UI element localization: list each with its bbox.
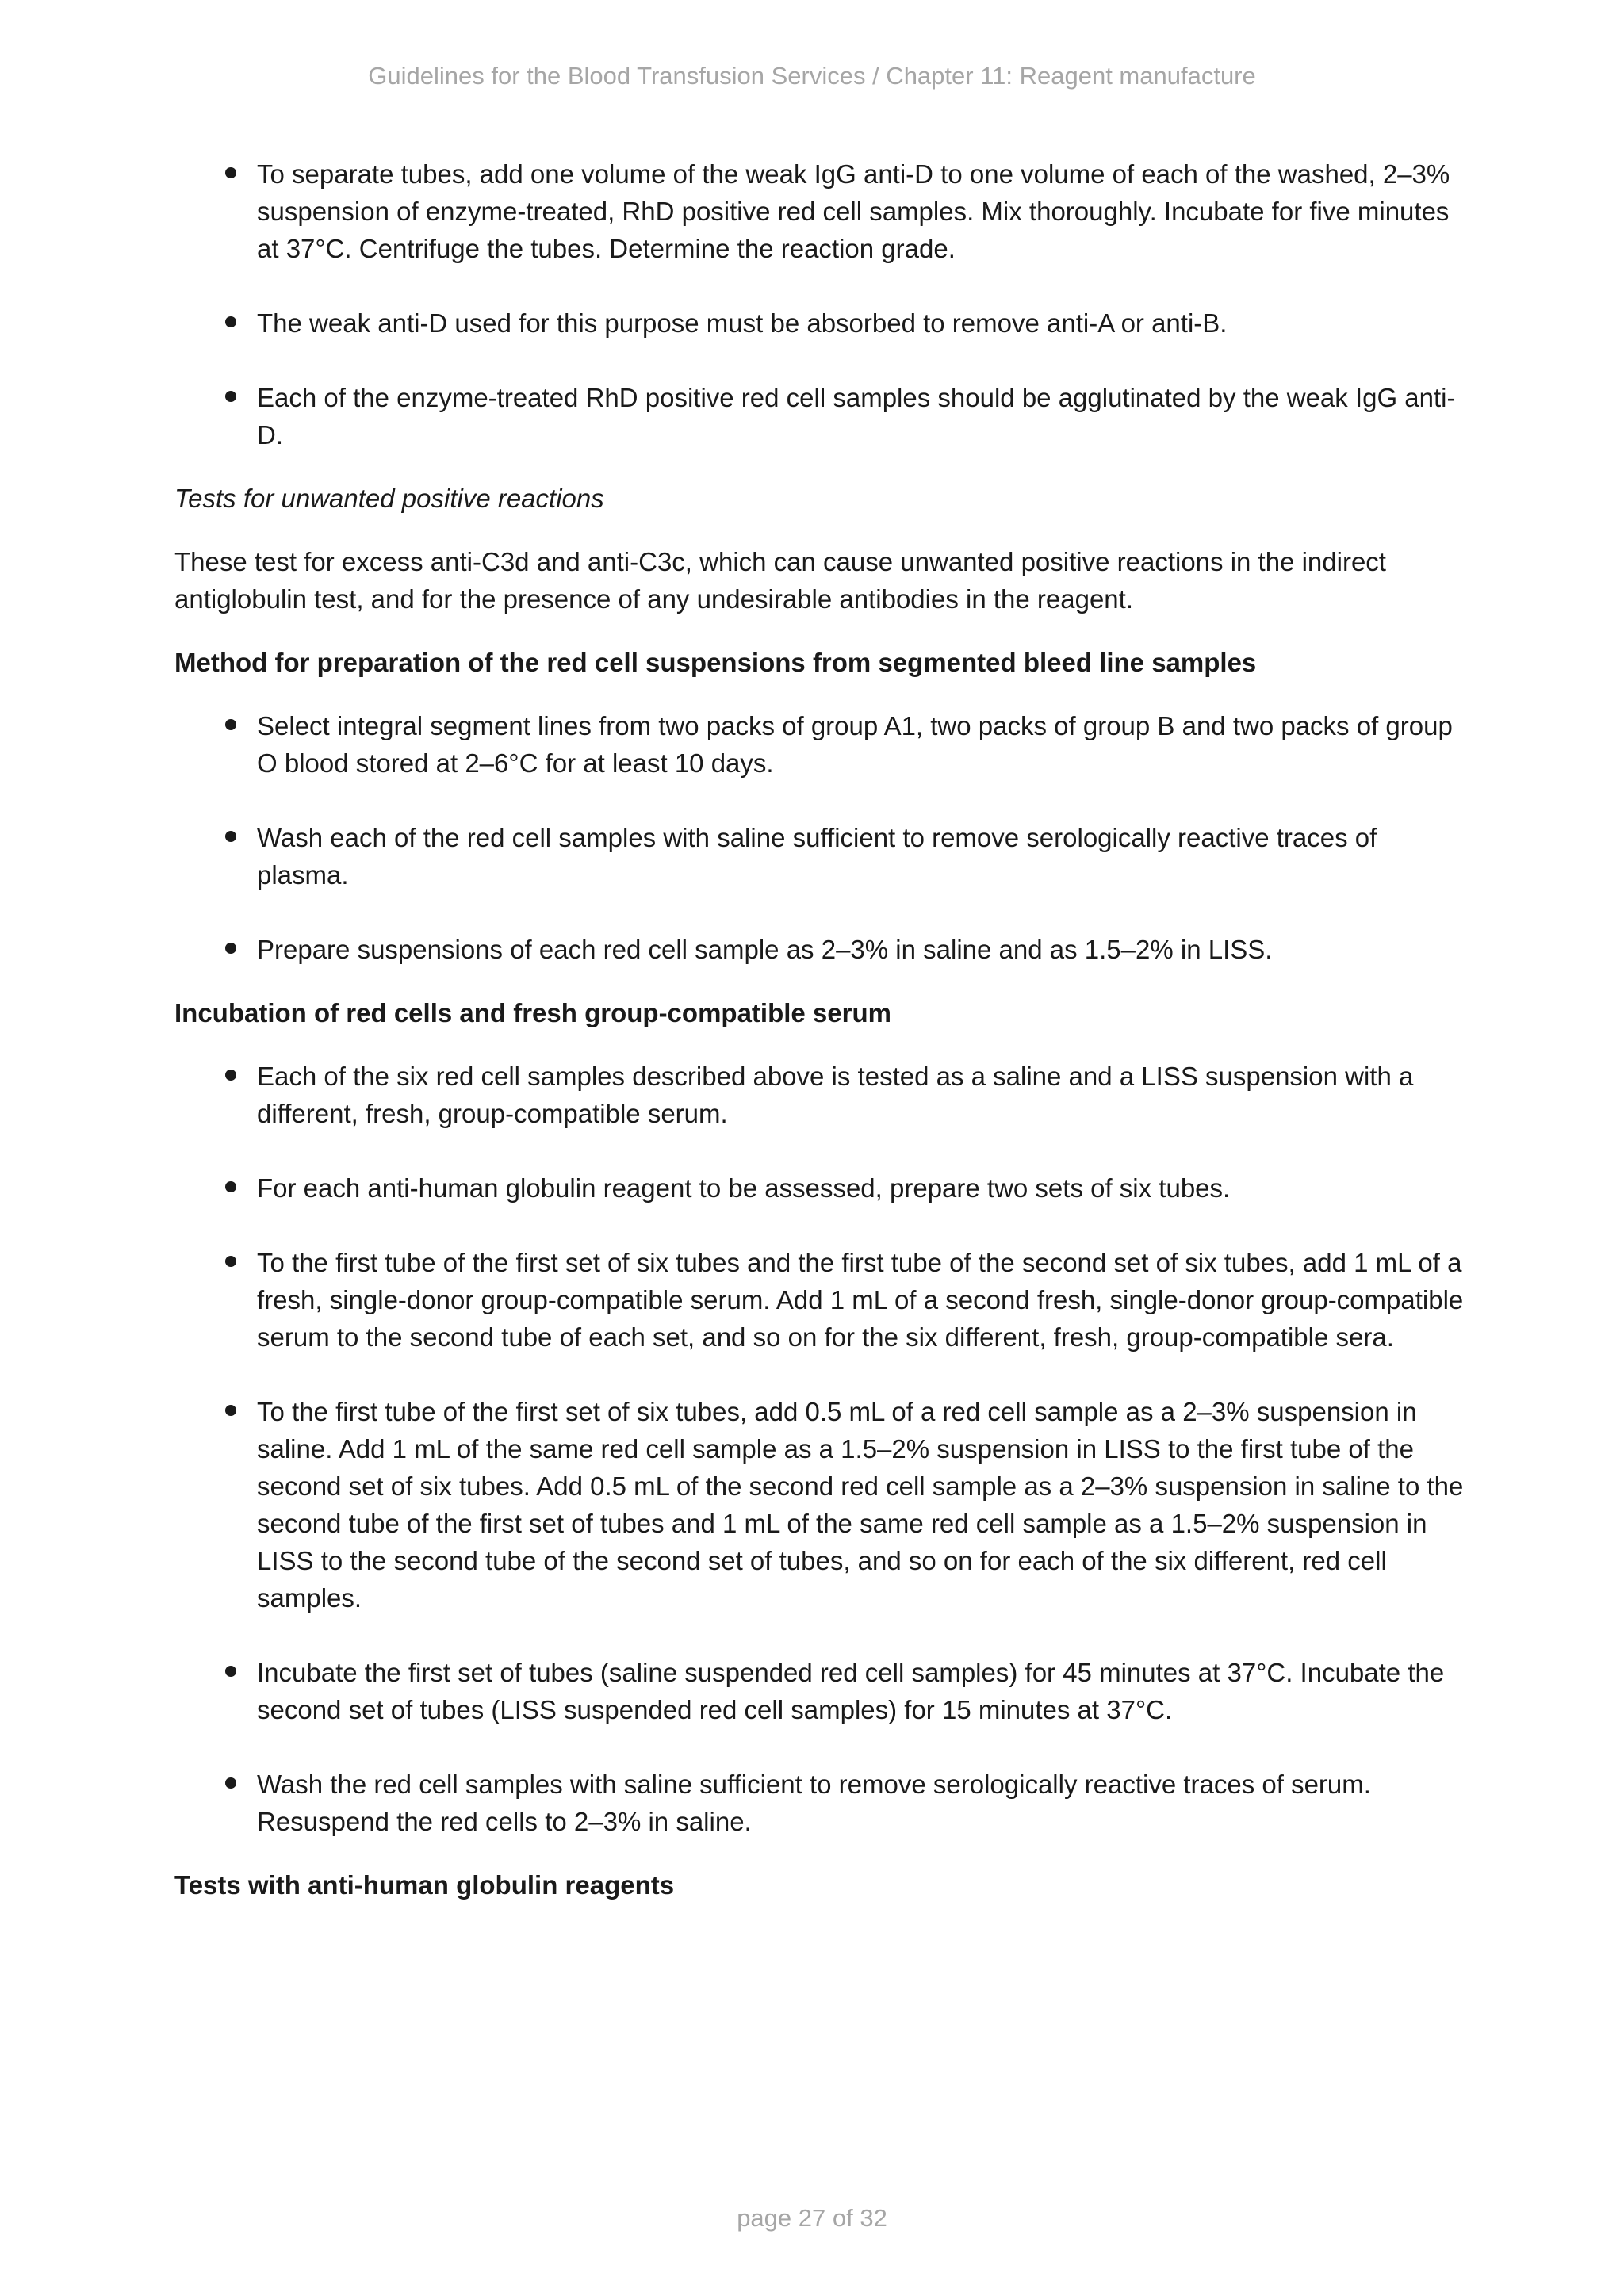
list-item [174, 819, 1475, 894]
list-item [174, 707, 1475, 782]
incubation-bullet-list [174, 1058, 1475, 1840]
list-item-text: Each of the enzyme-treated RhD positive red cell samples should be agglutinated by the weak IgG anti-D. [257, 383, 1456, 450]
list-item [174, 304, 1475, 342]
method-heading: Method for preparation of the red cell suspensions from segmented bleed line samples [174, 648, 1257, 677]
list-item [174, 1766, 1475, 1840]
list-item-text: Each of the six red cell samples described above is tested as a saline and a LISS suspension with a different, fresh, group-compatible serum. [257, 1062, 1414, 1128]
list-item-text: To the first tube of the first set of six tubes, add 0.5 mL of a red cell sample as a 2–3% suspension in saline. Add 1 mL of the same red cell sample as a 1.5–2% suspension in LISS to the first tube of the second set of six tubes. Add 0.5 mL of the second red cell sample as a 2–3% suspension in saline to the second tube of the first set of tubes and 1 mL of the same red cell sample as a 1.5–2% suspension in LISS to the second tube of the second set of tubes, and so on for each of the six different, red cell samples. [257, 1397, 1464, 1613]
list-item-text: For each anti-human globulin reagent to be assessed, prepare two sets of six tubes. [257, 1173, 1231, 1203]
intro-bullet-list [174, 155, 1475, 453]
list-item-text: To separate tubes, add one volume of the weak IgG anti-D to one volume of each of the washed, 2–3% suspension of enzyme-treated, RhD positive red cell samples. Mix thoroughly. Incubate for five minutes at 37°C. Centrifuge the tubes. Determine the reaction grade. [257, 159, 1450, 263]
bullet-icon [225, 1181, 236, 1192]
bullet-icon [225, 943, 236, 954]
bullet-icon [225, 316, 236, 327]
list-item [174, 155, 1475, 267]
list-item-text: Prepare suspensions of each red cell sample as 2–3% in saline and as 1.5–2% in LISS. [257, 935, 1273, 964]
list-item-text: The weak anti-D used for this purpose must be absorbed to remove anti-A or anti-B. [257, 308, 1228, 338]
list-item-text: Incubate the first set of tubes (saline suspended red cell samples) for 45 minutes at 37°C. Incubate the second set of tubes (LISS suspended red cell samples) for 15 minutes at 37°C. [257, 1658, 1445, 1724]
document-body [174, 155, 1475, 1930]
bullet-icon [225, 1666, 236, 1677]
incubation-heading: Incubation of red cells and fresh group-compatible serum [174, 998, 891, 1027]
list-item [174, 1654, 1475, 1728]
list-item-text: To the first tube of the first set of six tubes and the first tube of the second set of six tubes, add 1 mL of a fresh, single-donor group-compatible serum. Add 1 mL of a second fresh, single-donor group-compatible serum to the second tube of each set, and so on for the six different, fresh, group-compatible sera. [257, 1248, 1464, 1352]
unwanted-reactions-paragraph: These test for excess anti-C3d and anti-C3c, which can cause unwanted positive reactions in the indirect antiglobulin test, and for the presence of any undesirable antibodies in the reagent. [174, 547, 1386, 614]
unwanted-reactions-heading: Tests for unwanted positive reactions [174, 484, 604, 513]
list-item [174, 931, 1475, 968]
list-item [174, 379, 1475, 453]
list-item-text: Select integral segment lines from two packs of group A1, two packs of group B and two packs of group O blood stored at 2–6°C for at least 10 days. [257, 711, 1453, 778]
tests-heading: Tests with anti-human globulin reagents [174, 1870, 675, 1900]
bullet-icon [225, 391, 236, 402]
bullet-icon [225, 167, 236, 178]
list-item-text: Wash the red cell samples with saline sufficient to remove serologically reactive traces of serum. Resuspend the red cells to 2–3% in saline. [257, 1770, 1371, 1836]
page-number: page 27 of 32 [737, 2204, 887, 2232]
bullet-icon [225, 1777, 236, 1789]
list-item [174, 1169, 1475, 1207]
bullet-icon [225, 1405, 236, 1416]
bullet-icon [225, 1256, 236, 1267]
bullet-icon [225, 831, 236, 842]
method-bullet-list [174, 707, 1475, 968]
list-item [174, 1058, 1475, 1132]
running-header: Guidelines for the Blood Transfusion Services / Chapter 11: Reagent manufacture [368, 62, 1256, 90]
list-item [174, 1393, 1475, 1617]
bullet-icon [225, 1070, 236, 1081]
list-item [174, 1244, 1475, 1356]
list-item-text: Wash each of the red cell samples with saline sufficient to remove serologically reactive traces of plasma. [257, 823, 1377, 890]
bullet-icon [225, 719, 236, 730]
